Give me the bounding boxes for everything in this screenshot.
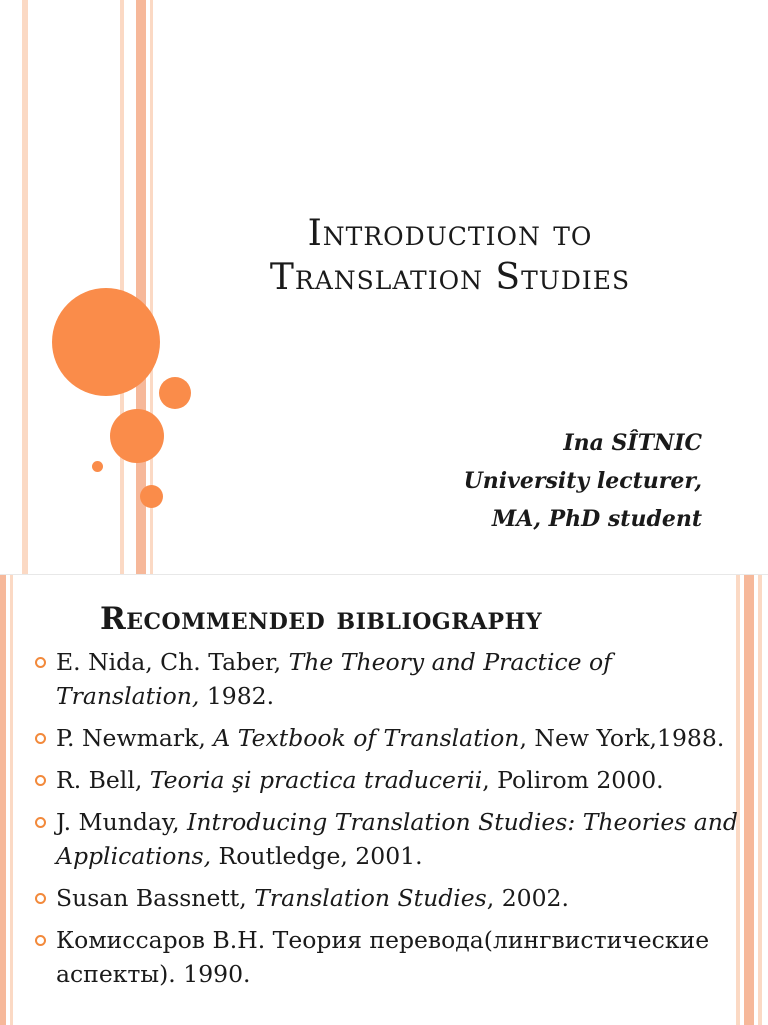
item-author: Комиссаров В.Н. Теория перевода(лингвистические аспекты). 1990. [56,926,710,988]
item-details: , 2002. [486,884,569,912]
large-circle-decoration [52,288,160,396]
bibliography-list [34,645,744,999]
left-stripe [120,0,124,574]
item-author: E. Nida, Ch. Taber, [56,648,289,676]
list-item [34,763,744,797]
item-title: The Theory and Practice of Translation, [56,648,612,710]
item-title: Teoria şi practica traducerii [149,766,483,794]
left-stripe [0,575,6,1025]
item-author: P. Newmark, [56,724,214,752]
tiny-circle-decoration [92,461,103,472]
list-item [34,721,744,755]
left-stripe [10,575,13,1025]
small-circle-decoration [140,485,163,508]
orange-ring-bullet-icon [35,733,46,744]
medium-circle-decoration [110,409,164,463]
slide-title [180,212,720,300]
bibliography-slide [0,574,768,1025]
right-stripe [758,575,762,1025]
author-block [242,424,702,538]
item-author: R. Bell, [56,766,150,794]
list-item [34,805,744,873]
item-details: , Polirom 2000. [482,766,664,794]
orange-ring-bullet-icon [35,657,46,668]
small-circle-decoration [159,377,191,409]
item-title: A Textbook of Translation [213,724,520,752]
item-details: , New York,1988. [519,724,725,752]
orange-ring-bullet-icon [35,775,46,786]
list-item [34,881,744,915]
orange-ring-bullet-icon [35,935,46,946]
list-item [34,923,744,991]
item-author: Susan Bassnett, [56,884,255,912]
item-title: Introducing Translation Studies: Theories and Applications, [56,808,738,870]
title-line: Translation Studies [269,257,631,298]
left-stripe [22,0,28,574]
item-details: Routledge, 2001. [211,842,423,870]
bibliography-heading: Recommended bibliography [100,601,543,637]
author-name: Ina SÎTNIC [563,430,702,456]
item-details: 1982. [199,682,275,710]
item-title: Translation Studies [254,884,487,912]
item-author: J. Munday, [56,808,188,836]
list-item [34,645,744,713]
right-stripe [744,575,754,1025]
orange-ring-bullet-icon [35,893,46,904]
orange-ring-bullet-icon [35,817,46,828]
title-line: Introduction to [307,213,593,254]
author-role: University lecturer, [463,468,702,494]
author-degree: MA, PhD student [491,506,702,532]
